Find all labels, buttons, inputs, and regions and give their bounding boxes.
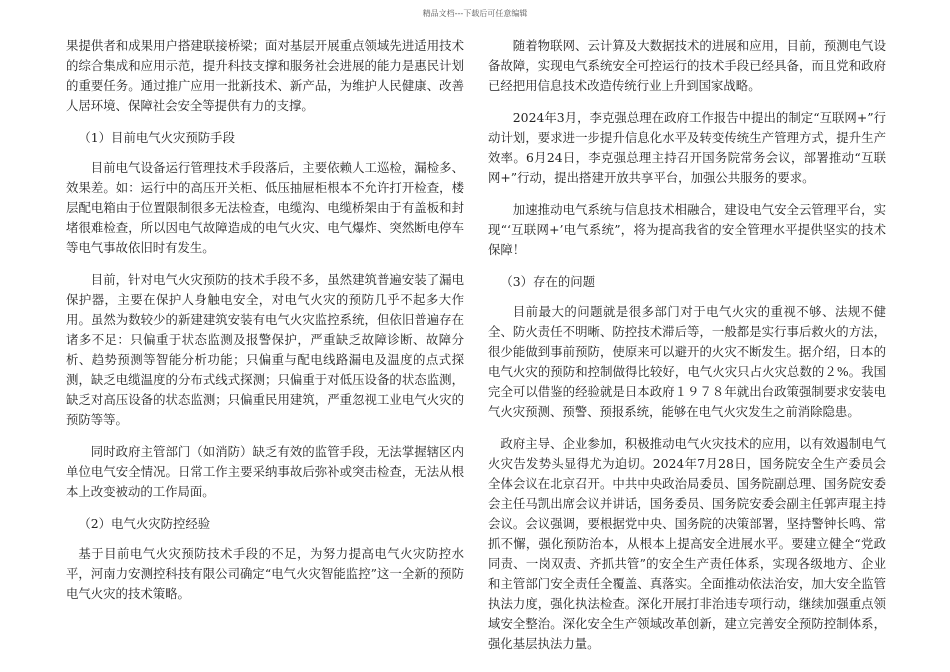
- section-heading: （2）电气火灾防控经验: [78, 516, 211, 531]
- paragraph: 目前最大的问题就是很多部门对于电气火灾的重视不够、法规不健全、防火责任不明晰、防控技术滞后等，一般都是实行事后救火的方法，很少能做到事前预防，使原来可以避开的火灾不断发生。据介绍，日本的电气火灾的预防和控制做得比较好，电气火灾只占火灾总数的２%。我国完全可以借鉴的经验就是日本政府１９７８年就出台政策强制要求安装电气火灾预测、预警、预报系统，能够在电气火灾发生之前消除隐患。: [488, 304, 886, 419]
- section-heading: （1）目前电气火灾预防手段: [78, 130, 235, 145]
- paragraph: 2024年3月，李克强总理在政府工作报告中提出的制定“互联网+”行动计划，要求进一步提升信息化水平及转变传统生产管理方式，提升生产效率。6月24日，李克强总理主持召开国务院常务会议，部署推动“互联网+”行动，提出搭建开放共享平台，加强公共服务的要求。: [488, 110, 886, 185]
- paragraph: 基于目前电气火灾预防技术手段的不足，为努力提高电气火灾防控水平，河南力安测控科技有限公司确定“电气火灾智能监控”这一全新的预防电气火灾的技术策略。: [66, 546, 464, 601]
- paragraph: 果提供者和成果用户搭建联接桥梁；面对基层开展重点领域先进适用技术的综合集成和应用示范，提升科技支撑和服务社会进展的能力是惠民计划的重要任务。通过推广应用一批新技术、新产品，为维护人民健康、改善人居环境、保障社会安全等提供有力的支撑。: [66, 38, 464, 113]
- section-heading: （3）存在的问题: [500, 274, 596, 289]
- left-column: [66, 36, 464, 616]
- paragraph: 政府主导、企业参加，积极推动电气火灾技术的应用，以有效遏制电气火灾告发势头显得尤为迫切。2024年7月28日，国务院安全生产委员会全体会议在北京召开。中共中央政治局委员、国务院副总理、国务院安委会主任马凯出席会议并讲话，国务委员、国务院安委会副主任郭声琨主持会议。会议强调，要根据党中央、国务院的决策部署，坚持警钟长鸣、常抓不懈，强化预防治本，从根本上提高安全进展水平。要建立健全“党政同责、一岗双责、齐抓共管”的安全生产责任体系，实现各级地方、企业和主管部门安全责任全覆盖、真落实。全面推动依法治安，加大安全监管执法力度，强化执法检查。深化开展打非治违专项行动，继续加强重点领域安全整治。深化安全生产领域改革创新，建立完善安全预防控制体系，强化基层执法力量。: [488, 436, 886, 651]
- paragraph: 同时政府主管部门（如消防）缺乏有效的监管手段，无法掌握辖区内单位电气安全情况。日常工作主要采纳事故后弥补或突击检查，无法从根本上改变被动的工作局面。: [66, 444, 464, 499]
- paragraph: 随着物联网、云计算及大数据技术的进展和应用，目前，预测电气设备故障，实现电气系统安全可控运行的技术手段已经具备，而且党和政府已经把用信息技术改造传统行业上升到国家战略。: [488, 38, 886, 93]
- page-header: 精品文档---下载后可任意编辑: [422, 9, 528, 18]
- paragraph: 目前，针对电气火灾预防的技术手段不多，虽然建筑普遍安装了漏电保护器，主要在保护人身触电安全，对电气火灾的预防几乎不起多大作用。虽然为数较少的新建建筑安装有电气火灾监控系统，但依旧普遍存在诸多不足：只偏重于状态监测及报警保护，严重缺乏故障诊断、故障分析、趋势预测等智能分析功能；只偏重与配电线路漏电及温度的点式探测，缺乏电缆温度的分布式线式探测；只偏重于对低压设备的状态监测，缺乏对高压设备的状态监测；只偏重民用建筑，严重忽视工业电气火灾的预防等等。: [66, 272, 464, 427]
- paragraph: 加速推动电气系统与信息技术相融合，建设电气安全云管理平台，实现“‘互联网+’电气系统”，将为提高我省的安全管理水平提供坚实的技术保障！: [488, 202, 886, 257]
- right-column: [488, 36, 886, 666]
- paragraph: 目前电气设备运行管理技术手段落后，主要依赖人工巡检，漏检多、效果差。如：运行中的高压开关柜、低压抽屉柜根本不允许打开检查，楼层配电箱由于位置限制很多无法检查，电缆沟、电缆桥架由于有盖板和封堵很难检查，所以因电气故障造成的电气火灾、电气爆炸、突然断电停车等电气事故依旧时有发生。: [66, 160, 464, 255]
